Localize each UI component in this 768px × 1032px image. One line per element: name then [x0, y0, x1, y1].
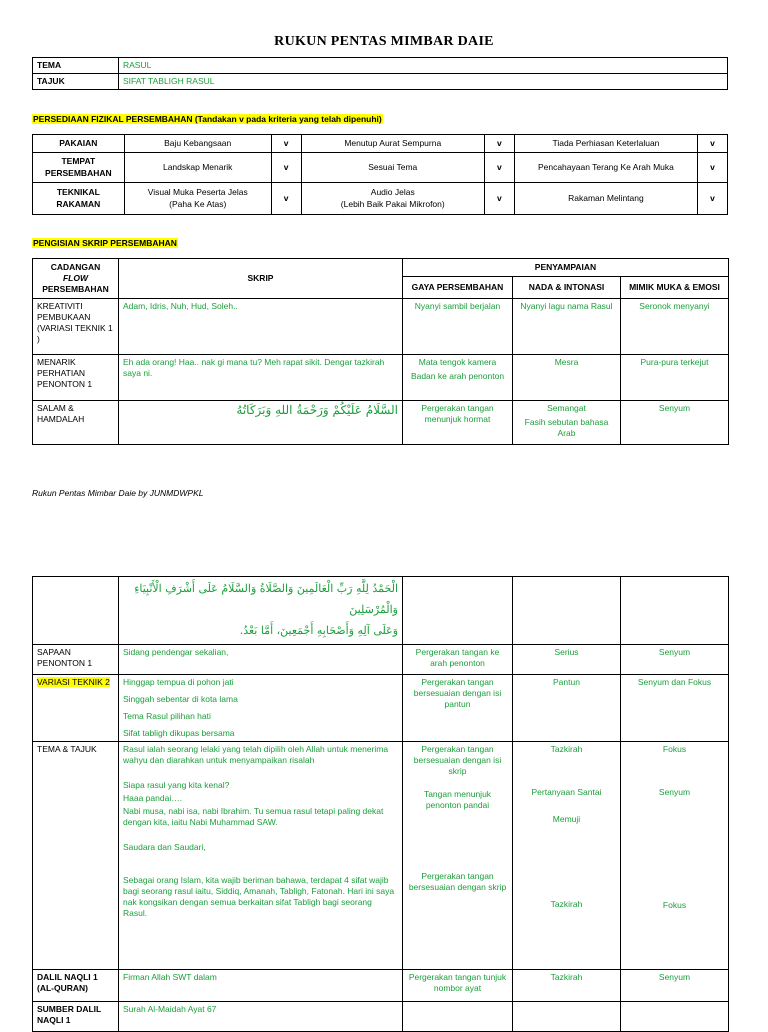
criteria: Rakaman Melintang: [514, 183, 697, 215]
nada-cell: Nyanyi lagu nama Rasul: [513, 299, 621, 355]
mimik-cell: Fokus Senyum Fokus: [621, 741, 729, 969]
section-heading-skrip: PENGISIAN SKRIP PERSEMBAHAN: [33, 238, 177, 248]
gaya-cell: Pergerakan tangan bersesuaian dengan isi pantun: [403, 674, 513, 741]
gaya-cell: Nyanyi sambil berjalan: [403, 299, 513, 355]
tajuk-label: TAJUK: [33, 74, 119, 90]
fizikal-label: PAKAIAN: [33, 135, 125, 153]
nada-cell: Pantun: [513, 674, 621, 741]
table-row: [33, 577, 729, 645]
nada-cell: Tazkirah: [513, 969, 621, 1001]
section-heading-fizikal: PERSEDIAAN FIZIKAL PERSEMBAHAN (Tandakan v pada kriteria yang telah dipenuhi): [33, 114, 382, 124]
nada-cell: Mesra: [513, 355, 621, 401]
tick-mark: v: [698, 153, 728, 183]
header-nada: NADA & INTONASI: [513, 277, 621, 299]
mimik-cell: Pura-pura terkejut: [621, 355, 729, 401]
table-row: [33, 674, 729, 741]
mimik-cell: Senyum dan Fokus: [621, 674, 729, 741]
table-row: [33, 644, 729, 674]
skrip-table: [32, 258, 729, 445]
header-mimik: MIMIK MUKA & EMOSI: [621, 277, 729, 299]
tajuk-value: SIFAT TABLIGH RASUL: [119, 74, 728, 90]
flow-cell: VARIASI TEKNIK 2: [33, 674, 119, 741]
table-row: [33, 355, 729, 401]
hamdalah-arabic: الْحَمْدُ لِلَّهِ رَبِّ الْعَالَمِينَ وَالصَّلَاةُ وَالسَّلَامُ عَلَى أَشْرَفِ الْأَنْبِيَاءِ وَالْمُرْسَلِينَ وَعَلَى آلِهِ وَأَصْحَابِهِ أَجْمَعِينَ، أَمَّا بَعْدُ.: [119, 577, 403, 645]
tema-label: TEMA: [33, 58, 119, 74]
mimik-cell: Senyum: [621, 644, 729, 674]
flow-cell: SAPAAN PENONTON 1: [33, 644, 119, 674]
flow-cell: TEMA & TAJUK: [33, 741, 119, 969]
footer-credit: Rukun Pentas Mimbar Daie by JUNMDWPKL: [32, 488, 204, 498]
gaya-cell: Pergerakan tangan tunjuk nombor ayat: [403, 969, 513, 1001]
table-row: [33, 969, 729, 1001]
tick-mark: v: [484, 135, 514, 153]
table-row: [33, 1001, 729, 1031]
skrip-cell-arabic: السَّلَامُ عَلَيْكُمْ وَرَحْمَةُ اللهِ وَبَرَكَاتُهُ: [119, 401, 403, 445]
criteria: Audio Jelas (Lebih Baik Pakai Mikrofon): [301, 183, 484, 215]
tick-mark: v: [698, 135, 728, 153]
nada-cell: Semangat Fasih sebutan bahasa Arab: [513, 401, 621, 445]
mimik-cell: Senyum: [621, 969, 729, 1001]
tick-mark: v: [698, 183, 728, 215]
tick-mark: v: [271, 153, 301, 183]
criteria: Tiada Perhiasan Keterlaluan: [514, 135, 697, 153]
skrip-cell: Adam, Idris, Nuh, Hud, Soleh..: [119, 299, 403, 355]
flow-cell: DALIL NAQLI 1 (AL-QURAN): [33, 969, 119, 1001]
skrip-cell: Firman Allah SWT dalam: [119, 969, 403, 1001]
tick-mark: v: [271, 183, 301, 215]
skrip-table-page2: [32, 576, 729, 1032]
header-penyampaian: PENYAMPAIAN: [403, 259, 729, 277]
mimik-cell: Seronok menyanyi: [621, 299, 729, 355]
fizikal-label: TEKNIKAL RAKAMAN: [33, 183, 125, 215]
info-table: [32, 57, 728, 90]
nada-cell: Tazkirah Pertanyaan Santai Memuji Tazkirah: [513, 741, 621, 969]
table-row: [33, 401, 729, 445]
tema-value: RASUL: [119, 58, 728, 74]
criteria: Visual Muka Peserta Jelas (Paha Ke Atas): [124, 183, 271, 215]
criteria: Baju Kebangsaan: [124, 135, 271, 153]
gaya-cell: Pergerakan tangan menunjuk hormat: [403, 401, 513, 445]
criteria: Menutup Aurat Sempurna: [301, 135, 484, 153]
criteria: Landskap Menarik: [124, 153, 271, 183]
nada-cell: Serius: [513, 644, 621, 674]
flow-cell: MENARIK PERHATIAN PENONTON 1: [33, 355, 119, 401]
header-gaya: GAYA PERSEMBAHAN: [403, 277, 513, 299]
tick-mark: v: [484, 183, 514, 215]
gaya-cell: Pergerakan tangan bersesuaian dengan isi skrip Tangan menunjuk penonton pandai Pergerakan tangan bersesuaian dengan skrip: [403, 741, 513, 969]
tick-mark: v: [271, 135, 301, 153]
skrip-cell: Rasul ialah seorang lelaki yang telah dipilih oleh Allah untuk menerima wahyu dan diarahkan untuk menyampaikan risalah Siapa rasul yang kita kenal? Haaa pandai…. Nabi musa, nabi isa, nabi Ibrahim. Tu semua rasul tetapi paling dekat dengan kita, iaitu Nabi Muhammad SAW. Saudara dan Saudari, Sebagai orang Islam, kita wajib beriman bahawa, terdapat 4 sifat wajib bagi seorang rasul iaitu, Siddiq, Amanah, Tabligh, Fatonah. Hari ini saya nak kongsikan dengan semua berkaitan sifat Tabligh bagi seorang Rasul.: [119, 741, 403, 969]
flow-cell: SALAM & HAMDALAH: [33, 401, 119, 445]
tick-mark: v: [484, 153, 514, 183]
flow-cell: SUMBER DALIL NAQLI 1: [33, 1001, 119, 1031]
mimik-cell: Senyum: [621, 401, 729, 445]
skrip-cell: Sidang pendengar sekalian,: [119, 644, 403, 674]
gaya-cell: Pergerakan tangan ke arah penonton: [403, 644, 513, 674]
header-cadangan: CADANGAN FLOW PERSEMBAHAN: [33, 259, 119, 299]
fizikal-label: TEMPAT PERSEMBAHAN: [33, 153, 125, 183]
fizikal-table: [32, 134, 728, 215]
skrip-cell: Eh ada orang! Haa.. nak gi mana tu? Meh rapat sikit. Dengar tazkirah saya ni.: [119, 355, 403, 401]
table-row: [33, 741, 729, 969]
skrip-cell: Surah Al-Maidah Ayat 67: [119, 1001, 403, 1031]
criteria: Pencahayaan Terang Ke Arah Muka: [514, 153, 697, 183]
page-title: RUKUN PENTAS MIMBAR DAIE: [274, 34, 494, 49]
skrip-cell: Hinggap tempua di pohon jati Singgah sebentar di kota lama Tema Rasul pilihan hati Sifat tabligh dikupas bersama: [119, 674, 403, 741]
table-row: [33, 299, 729, 355]
gaya-cell: Mata tengok kamera Badan ke arah penonton: [403, 355, 513, 401]
flow-cell: KREATIVITI PEMBUKAAN (VARIASI TEKNIK 1 ): [33, 299, 119, 355]
criteria: Sesuai Tema: [301, 153, 484, 183]
header-skrip: SKRIP: [119, 259, 403, 299]
